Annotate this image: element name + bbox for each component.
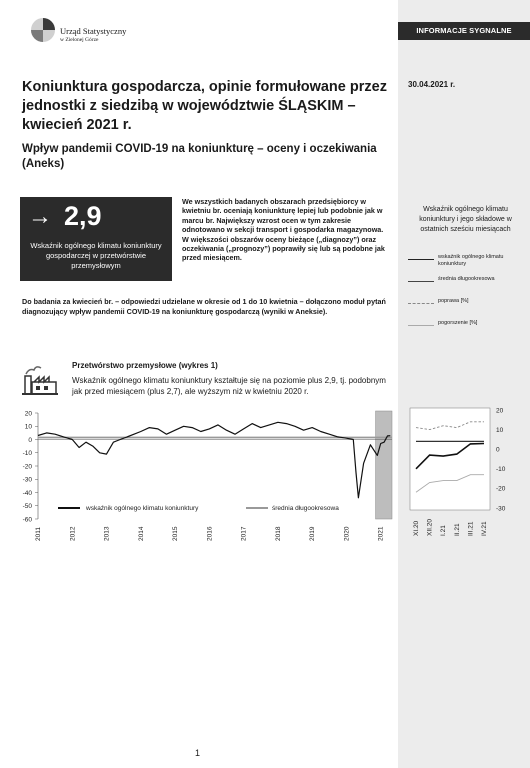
y-tick-label: -20	[22, 463, 32, 471]
intro-paragraph: We wszystkich badanych obszarach przedsiębiorcy w kwietniu br. oceniają koniunkturę lepiej lub podobnie jak w marcu br. Największy wzrost ocen w tym zakresie odnotowano w sekcji transport i gospodarka magazynowa. W większości obszarów oceny bieżące („diagnozy”) oraz oczekiwania („prognozy”) poprawiły się lub są podobne jak przed miesiącem.	[182, 197, 385, 263]
legend-label-average: średnia długookresowa	[272, 505, 339, 512]
highlight-band	[376, 411, 392, 519]
side-chart	[398, 400, 530, 540]
section-heading: Przetwórstwo przemysłowe (wykres 1)	[72, 361, 218, 370]
y-tick-label: -10	[22, 450, 32, 458]
right-sidebar	[398, 0, 530, 768]
side-legend-row	[408, 298, 526, 310]
legend-label-indicator: wskaźnik ogólnego klimatu koniunktury	[86, 505, 199, 512]
factory-icon	[22, 360, 58, 400]
x-tick-label: 2018	[274, 526, 282, 541]
side-x-tick-label: IV.21	[481, 521, 488, 536]
x-tick-label: 2011	[35, 527, 42, 541]
arrow-right-icon: →	[28, 203, 52, 230]
y-tick-label: -40	[22, 489, 32, 497]
y-tick-label: 20	[24, 410, 32, 418]
x-tick-label: 2017	[240, 526, 248, 541]
x-tick-label: 2014	[137, 526, 145, 541]
survey-note: Do badania za kwiecień br. – odpowiedzi udzielane w okresie od 1 do 10 kwietnia – dołączono moduł pytań diagnozujący wpływ pandemii COVID-19 na koniunkturę gospodarczą (wyniki w Aneksie).	[22, 297, 386, 316]
logo-line1: Urząd Statystyczny	[60, 26, 127, 36]
main-chart	[0, 405, 398, 545]
side-y-tick-label: -20	[496, 485, 506, 493]
legend-swatch	[408, 303, 434, 304]
legend-swatch	[408, 281, 434, 282]
side-legend-row	[408, 254, 526, 266]
kpi-box	[20, 197, 172, 281]
y-tick-label: 10	[24, 423, 32, 431]
side-x-tick-label: XI.20	[413, 520, 420, 536]
y-tick-label: -30	[22, 476, 32, 484]
side-y-tick-label: 10	[496, 426, 504, 434]
x-tick-label: 2016	[206, 526, 214, 541]
side-y-tick-label: -10	[496, 466, 506, 474]
office-logo	[30, 16, 140, 50]
side-y-tick-label: 20	[496, 407, 504, 415]
publication-date: 30.04.2021 r.	[408, 80, 456, 89]
x-tick-label: 2012	[69, 526, 77, 541]
section-text: Wskaźnik ogólnego klimatu koniunktury kształtuje się na poziomie plus 2,9, tj. podobnym jak przed miesiącem (plus 2,7), ale wyższym niż w kwietniu 2020 r.	[72, 376, 386, 396]
x-tick-label: 2013	[103, 526, 111, 541]
side-chart-title: Wskaźnik ogólnego klimatu koniunktury i jego składowe w ostatnich sześciu miesiącach	[419, 206, 512, 233]
kpi-value: 2,9	[64, 201, 102, 231]
side-y-tick-label: -30	[496, 505, 506, 513]
main-chart-svg	[0, 405, 398, 545]
side-x-tick-label: I.21	[440, 525, 448, 536]
side-legend-label: średnia długookresowa	[438, 276, 495, 282]
side-x-tick-label: XII.20	[426, 519, 434, 536]
legend-swatch	[408, 325, 434, 326]
x-tick-label: 2015	[172, 526, 180, 541]
x-tick-label: 2020	[343, 526, 351, 541]
side-legend-label: poprawa [%]	[438, 298, 469, 304]
publication-type-badge: INFORMACJE SYGNALNE	[398, 22, 530, 40]
side-x-tick-label: III.21	[467, 521, 475, 536]
logo-emblem-icon	[30, 16, 56, 44]
y-tick-label: -60	[22, 516, 32, 524]
side-legend-label: pogorszenie [%]	[438, 320, 478, 326]
page-subtitle: Wpływ pandemii COVID-19 na koniunkturę – oceny i oczekiwania (Aneks)	[22, 143, 377, 170]
legend-swatch	[408, 259, 434, 260]
y-tick-label: -50	[22, 503, 32, 511]
y-tick-label: 0	[28, 436, 32, 444]
side-legend-row	[408, 276, 526, 288]
side-legend-row	[408, 320, 526, 332]
logo-line2: w Zielonej Górze	[60, 37, 99, 43]
kpi-label: Wskaźnik ogólnego klimatu koniunktury gospodarczej w przetwórstwie przemysłowym	[30, 241, 162, 270]
side-y-tick-label: 0	[496, 446, 500, 454]
page-title: Koniunktura gospodarcza, opinie formułowane przez jednostki z siedzibą w województwie ŚLĄSKIM – kwiecień 2021 r.	[22, 79, 387, 133]
series-climate-indicator	[38, 422, 390, 498]
page-number: 1	[195, 748, 201, 758]
x-tick-label: 2019	[309, 526, 317, 541]
side-x-tick-label: II.21	[453, 523, 461, 536]
side-plot-area	[410, 408, 490, 510]
x-tick-label: 2021	[377, 526, 385, 541]
side-chart-svg	[398, 400, 530, 540]
side-legend-label: wskaźnik ogólnego klimatu koniunktury	[438, 254, 504, 267]
